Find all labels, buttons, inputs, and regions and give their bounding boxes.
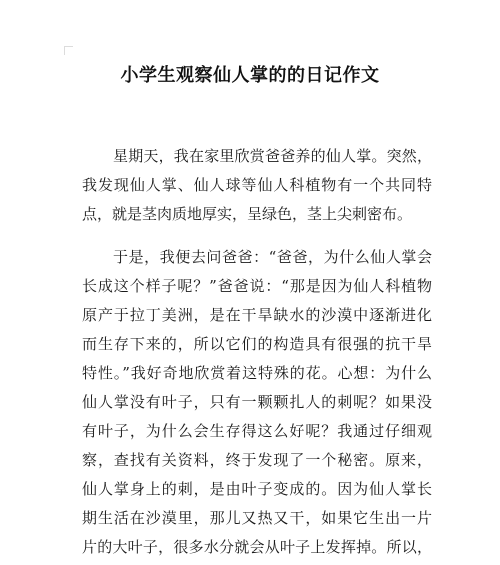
paragraph-line: 星期天，我在家里欣赏爸爸养的仙人掌。突然， [113, 147, 432, 165]
paragraph-1 [82, 142, 432, 229]
paragraph-2 [82, 243, 432, 562]
paragraph-line: 片的大叶子，很多水分就会从叶子上发挥掉。所以， [82, 538, 432, 556]
document-title: 小学生观察仙人掌的的日记作文 [120, 65, 380, 86]
paragraph-line: 我发现仙人掌、仙人球等仙人科植物有一个共同特 [82, 176, 432, 194]
page-corner-mark [64, 46, 73, 55]
paragraph-line: 长成这个样子呢？”爸爸说：“那是因为仙人科植物 [82, 277, 432, 295]
paragraph-line: 仙人掌身上的刺，是由叶子变成的。因为仙人掌长 [82, 480, 432, 498]
paragraph-line: 仙人掌没有叶子，只有一颗颗扎人的刺呢？如果没 [82, 393, 432, 411]
paragraph-line: 有叶子，为什么会生存得这么好呢？我通过仔细观 [82, 422, 432, 440]
paragraph-line: 于是，我便去问爸爸：“爸爸，为什么仙人掌会 [113, 248, 432, 266]
paragraph-line: 察，查找有关资料，终于发现了一个秘密。原来， [82, 451, 432, 469]
paragraph-line: 特性。”我好奇地欣赏着这特殊的花。心想：为什么 [82, 364, 432, 382]
paragraph-line: 原产于拉丁美洲，是在干旱缺水的沙漠中逐渐进化 [82, 306, 432, 324]
paragraph-line: 期生活在沙漠里，那儿又热又干，如果它生出一片 [82, 509, 432, 527]
paragraph-line: 点，就是茎肉质地厚实，呈绿色，茎上尖刺密布。 [82, 205, 413, 223]
paragraph-line: 而生存下来的，所以它们的构造具有很强的抗干旱 [82, 335, 432, 353]
